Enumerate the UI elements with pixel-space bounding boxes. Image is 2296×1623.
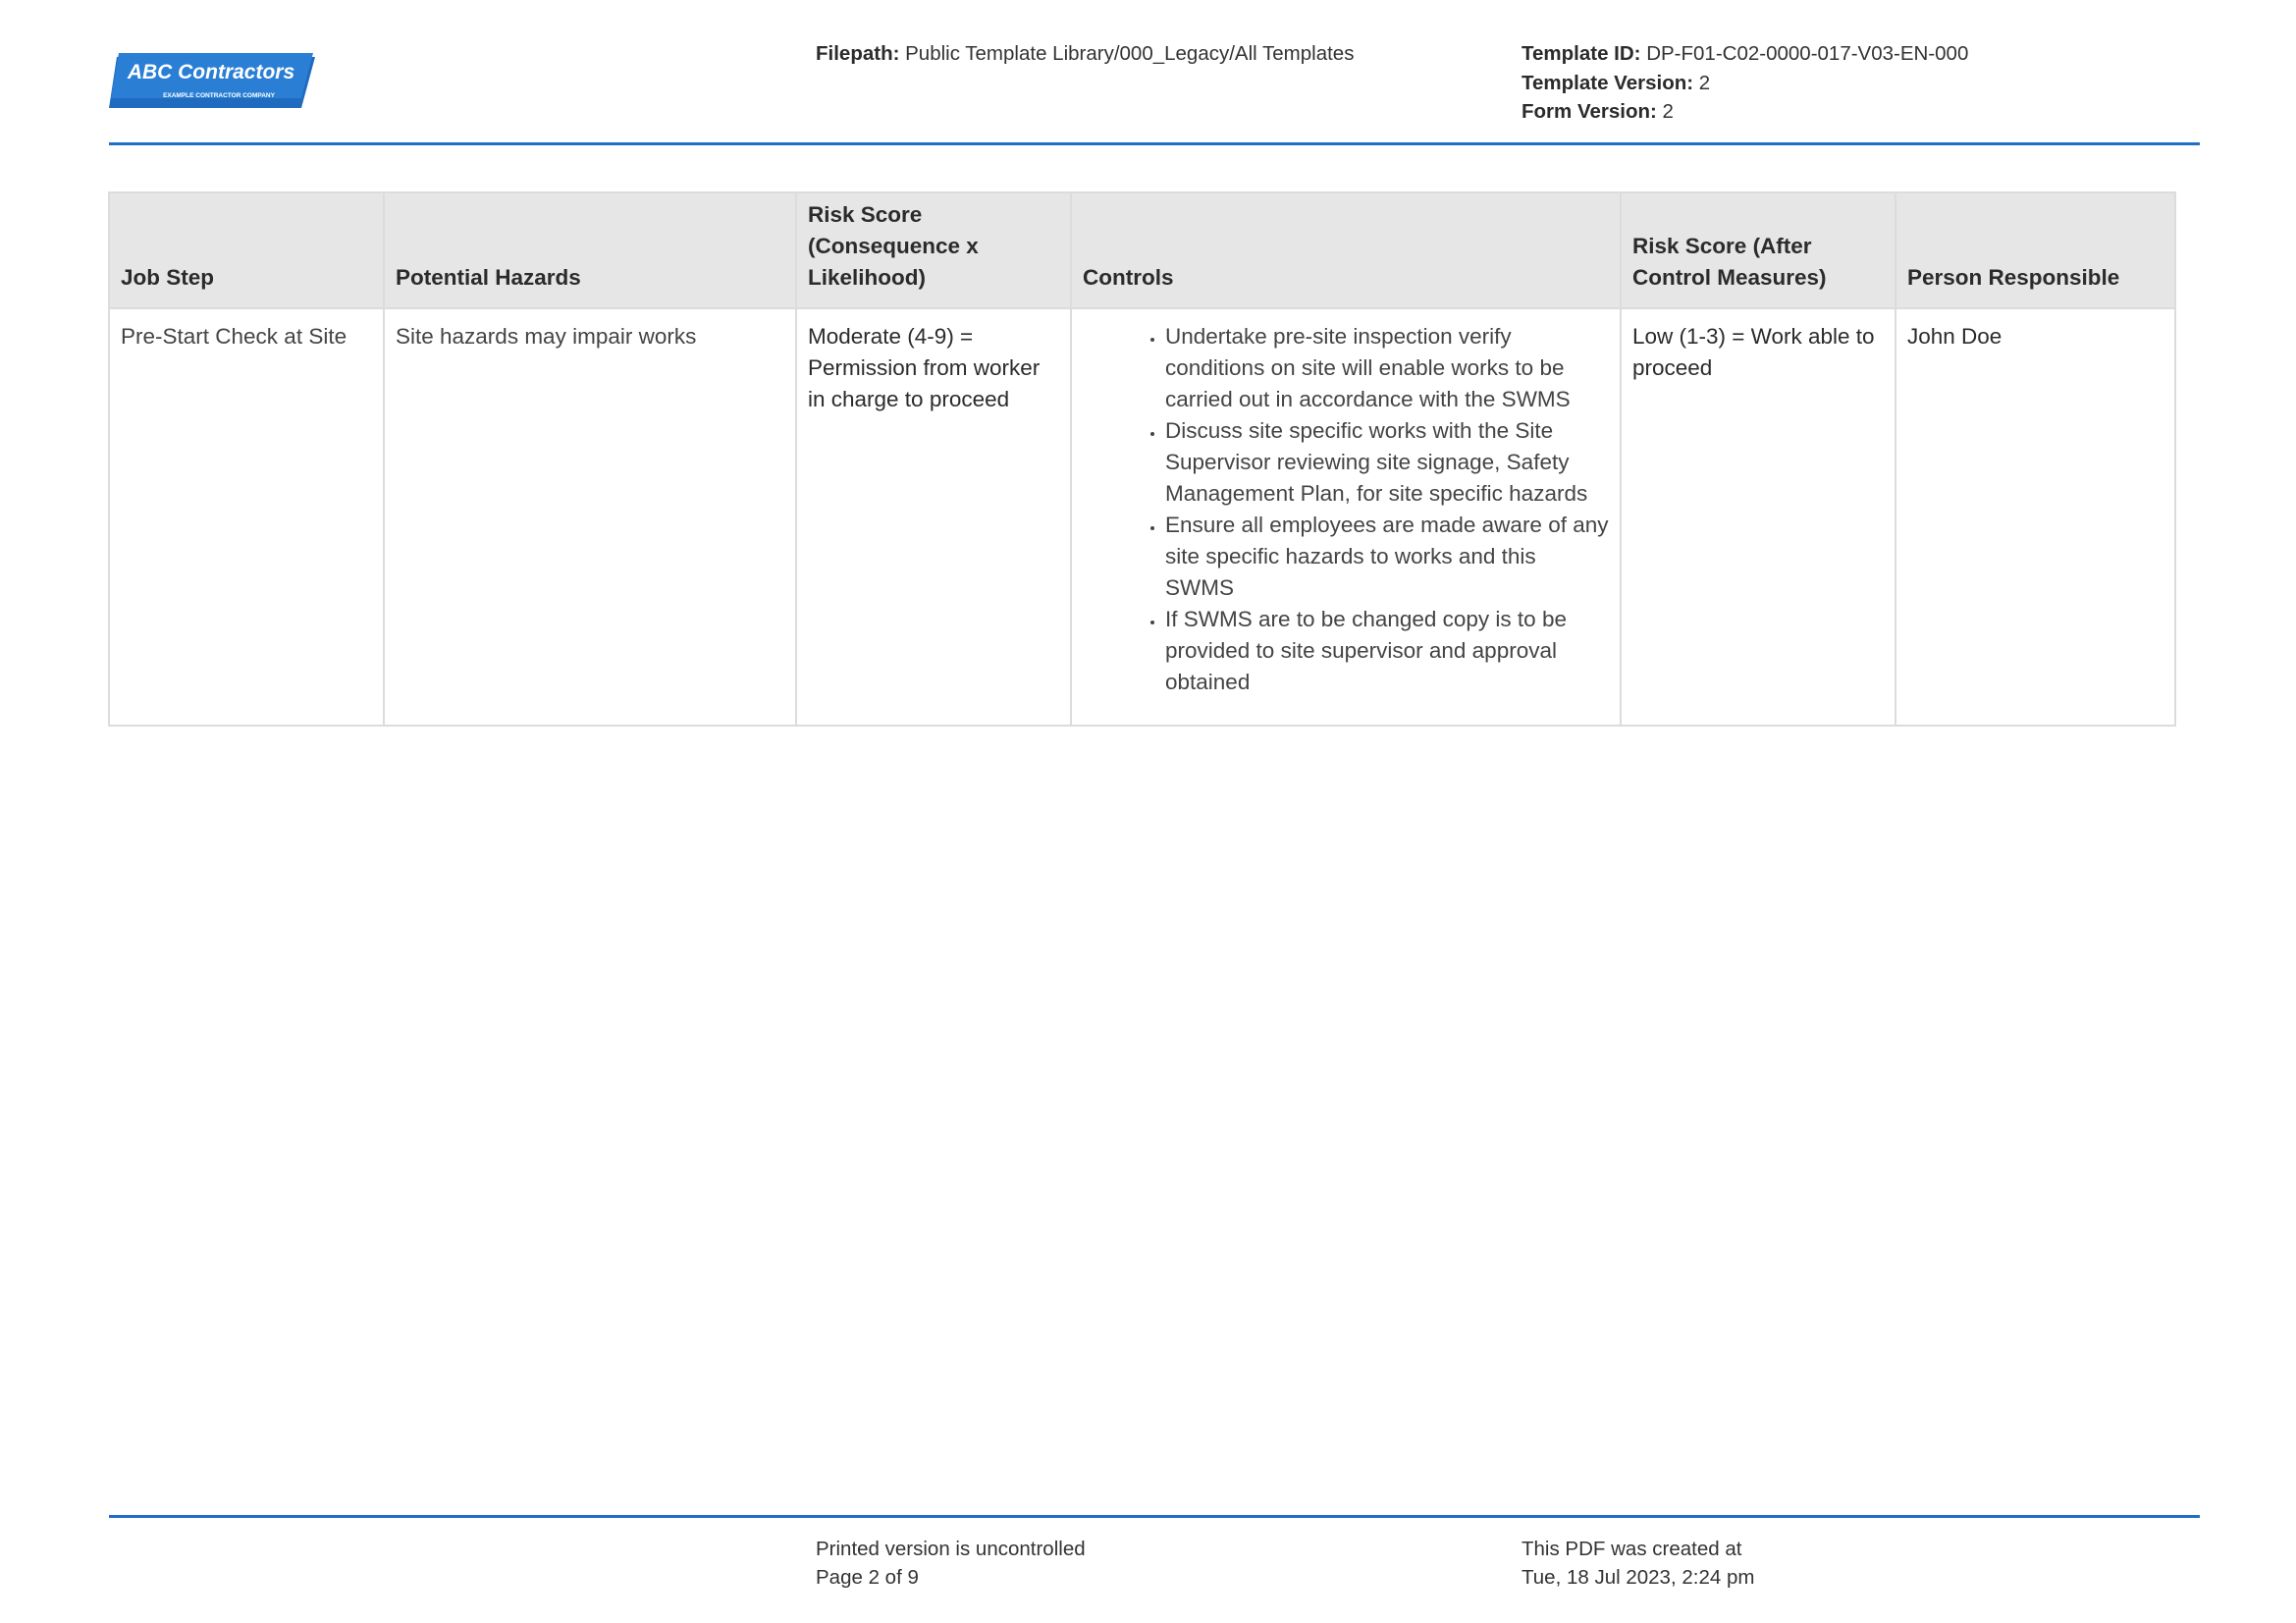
column-header-controls: Controls xyxy=(1071,192,1621,308)
logo-name: ABC Contractors xyxy=(127,61,295,83)
cell-controls xyxy=(1071,308,1621,726)
filepath-label: Filepath: xyxy=(816,42,900,65)
template-version-value: 2 xyxy=(1698,72,1711,94)
control-item: • If SWMS are to be changed copy is to be provided to site supervisor and approval obtained xyxy=(1165,604,1609,698)
page-number: Page 2 of 9 xyxy=(816,1566,919,1589)
table-row xyxy=(109,308,2175,726)
cell-risk-score-after: Low (1-3) = Work able to proceed xyxy=(1621,308,1896,726)
form-version xyxy=(1522,97,1674,126)
control-item: • Undertake pre-site inspection verify conditions on site will enable works to be carried out in accordance with the SWMS xyxy=(1165,321,1609,415)
filepath-value: Public Template Library/000_Legacy/All Templates xyxy=(905,42,1355,65)
form-version-value: 2 xyxy=(1662,100,1674,123)
table-header-row xyxy=(109,192,2175,308)
column-header-risk-score: Risk Score (Consequence x Likelihood) xyxy=(796,192,1071,308)
column-header-risk-score-after: Risk Score (After Control Measures) xyxy=(1621,192,1896,308)
uncontrolled-note: Printed version is uncontrolled xyxy=(816,1538,1086,1560)
column-header-job-step: Job Step xyxy=(109,192,384,308)
column-header-potential-hazards: Potential Hazards xyxy=(384,192,796,308)
cell-person-responsible: John Doe xyxy=(1896,308,2175,726)
created-timestamp: Tue, 18 Jul 2023, 2:24 pm xyxy=(1522,1566,1755,1589)
cell-potential-hazards: Site hazards may impair works xyxy=(384,308,796,726)
control-item: • Discuss site specific works with the Site Supervisor reviewing site signage, Safety Management Plan, for site specific hazards xyxy=(1165,415,1609,510)
created-label: This PDF was created at xyxy=(1522,1538,1742,1560)
company-logo xyxy=(109,53,315,112)
template-version-label: Template Version: xyxy=(1522,72,1694,94)
filepath xyxy=(816,39,1354,68)
column-header-person-responsible: Person Responsible xyxy=(1896,192,2175,308)
page-header xyxy=(109,0,2200,145)
risk-assessment-table xyxy=(108,191,2176,727)
template-id xyxy=(1522,39,1968,68)
header-divider xyxy=(109,142,2200,145)
control-item: • Ensure all employees are made aware of any site specific hazards to works and this SWMS xyxy=(1165,510,1609,604)
template-id-label: Template ID: xyxy=(1522,42,1641,65)
logo-tagline: EXAMPLE CONTRACTOR COMPANY xyxy=(163,92,275,99)
template-version xyxy=(1522,69,1710,97)
controls-list xyxy=(1083,321,1609,698)
footer-divider xyxy=(109,1515,2200,1518)
cell-job-step: Pre-Start Check at Site xyxy=(109,308,384,726)
template-id-value: DP-F01-C02-0000-017-V03-EN-000 xyxy=(1646,42,1969,65)
form-version-label: Form Version: xyxy=(1522,100,1657,123)
cell-risk-score: Moderate (4-9) = Permission from worker in charge to proceed xyxy=(796,308,1071,726)
